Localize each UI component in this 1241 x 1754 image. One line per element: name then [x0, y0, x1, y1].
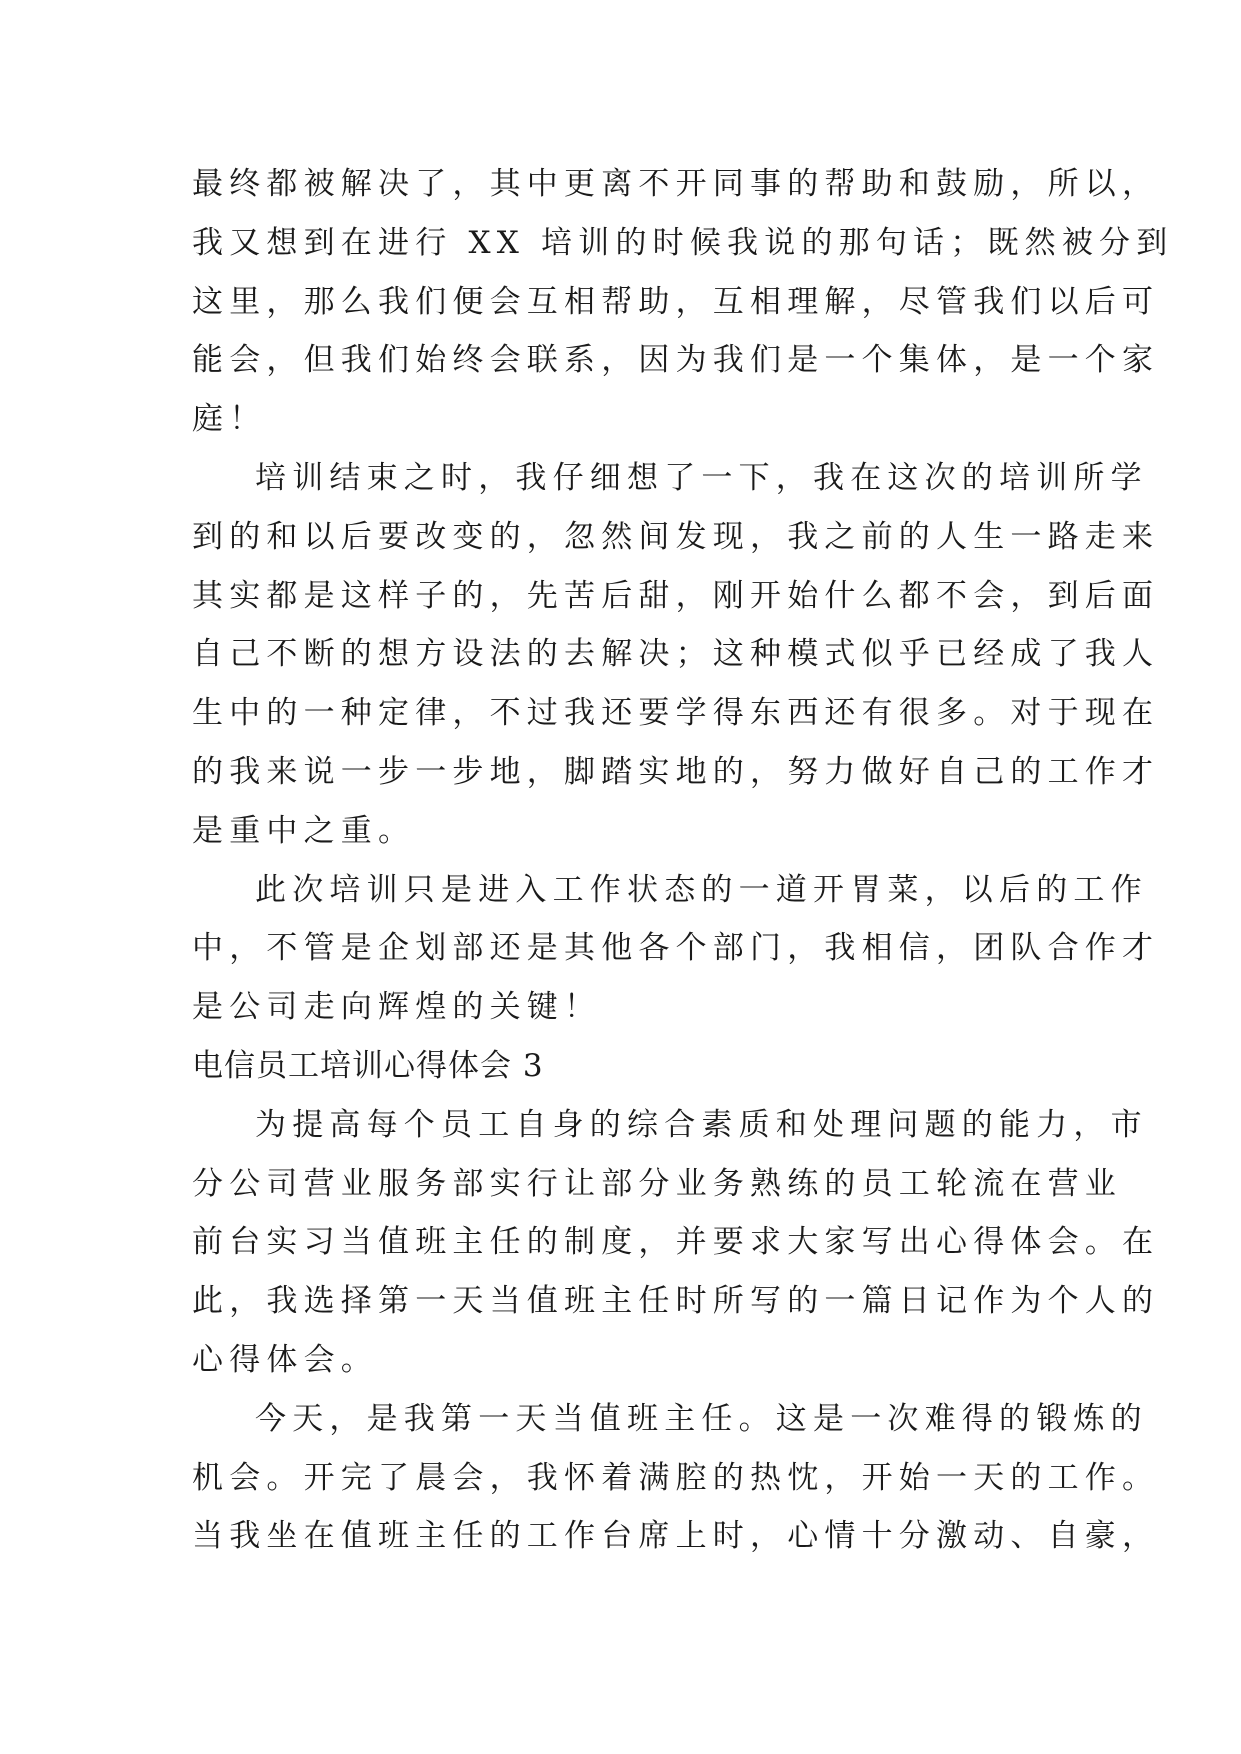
- text-line: 能会，但我们始终会联系，因为我们是一个集体，是一个家: [192, 342, 1160, 379]
- text-line: 为提高每个员工自身的综合素质和处理问题的能力，市: [255, 1106, 1148, 1143]
- text-line: 庭！: [192, 401, 267, 438]
- text-line: 此，我选择第一天当值班主任时所写的一篇日记作为个人的: [192, 1283, 1160, 1320]
- text-line: 自己不断的想方设法的去解决；这种模式似乎已经成了我人: [192, 636, 1160, 673]
- text-line: 今天，是我第一天当值班主任。这是一次难得的锻炼的: [255, 1400, 1148, 1437]
- paragraph: [192, 1390, 1160, 1566]
- text-line: 是重中之重。: [192, 812, 416, 849]
- paragraph: [192, 1096, 1160, 1390]
- text-line: 其实都是这样子的，先苦后甜，刚开始什么都不会，到后面: [192, 577, 1160, 614]
- paragraph: [192, 155, 1174, 449]
- text-line: 前台实习当值班主任的制度，并要求大家写出心得体会。在: [192, 1224, 1160, 1261]
- text-line: 最终都被解决了，其中更离不开同事的帮助和鼓励，所以，: [192, 166, 1160, 202]
- text-line: 到的和以后要改变的，忽然间发现，我之前的人生一路走来: [192, 518, 1160, 555]
- text-line: 我又想到在进行 XX 培训的时候我说的那句话；既然被分到: [192, 224, 1174, 261]
- text-line: 中，不管是企划部还是其他各个部门，我相信，团队合作才: [192, 930, 1160, 967]
- text-line: 这里，那么我们便会互相帮助，互相理解，尽管我们以后可: [192, 283, 1160, 320]
- paragraph: [192, 861, 1160, 1037]
- text-line: 心得体会。: [192, 1341, 378, 1378]
- text-line: 生中的一种定律，不过我还要学得东西还有很多。对于现在: [192, 695, 1160, 732]
- paragraph: [192, 449, 1160, 861]
- text-line: 当我坐在值班主任的工作台席上时，心情十分激动、自豪，: [192, 1518, 1160, 1555]
- text-line: 分公司营业服务部实行让部分业务熟练的员工轮流在营业: [192, 1165, 1122, 1202]
- text-line: 培训结束之时，我仔细想了一下，我在这次的培训所学: [255, 459, 1148, 496]
- text-line: 机会。开完了晨会，我怀着满腔的热忱，开始一天的工作。: [192, 1459, 1160, 1496]
- text-line: 的我来说一步一步地，脚踏实地的，努力做好自己的工作才: [192, 753, 1160, 790]
- document-page: [192, 155, 1174, 1566]
- text-line: 是公司走向辉煌的关键！: [192, 989, 602, 1026]
- section-heading: 电信员工培训心得体会 3: [192, 1047, 544, 1084]
- text-line: 此次培训只是进入工作状态的一道开胃菜，以后的工作: [255, 871, 1148, 908]
